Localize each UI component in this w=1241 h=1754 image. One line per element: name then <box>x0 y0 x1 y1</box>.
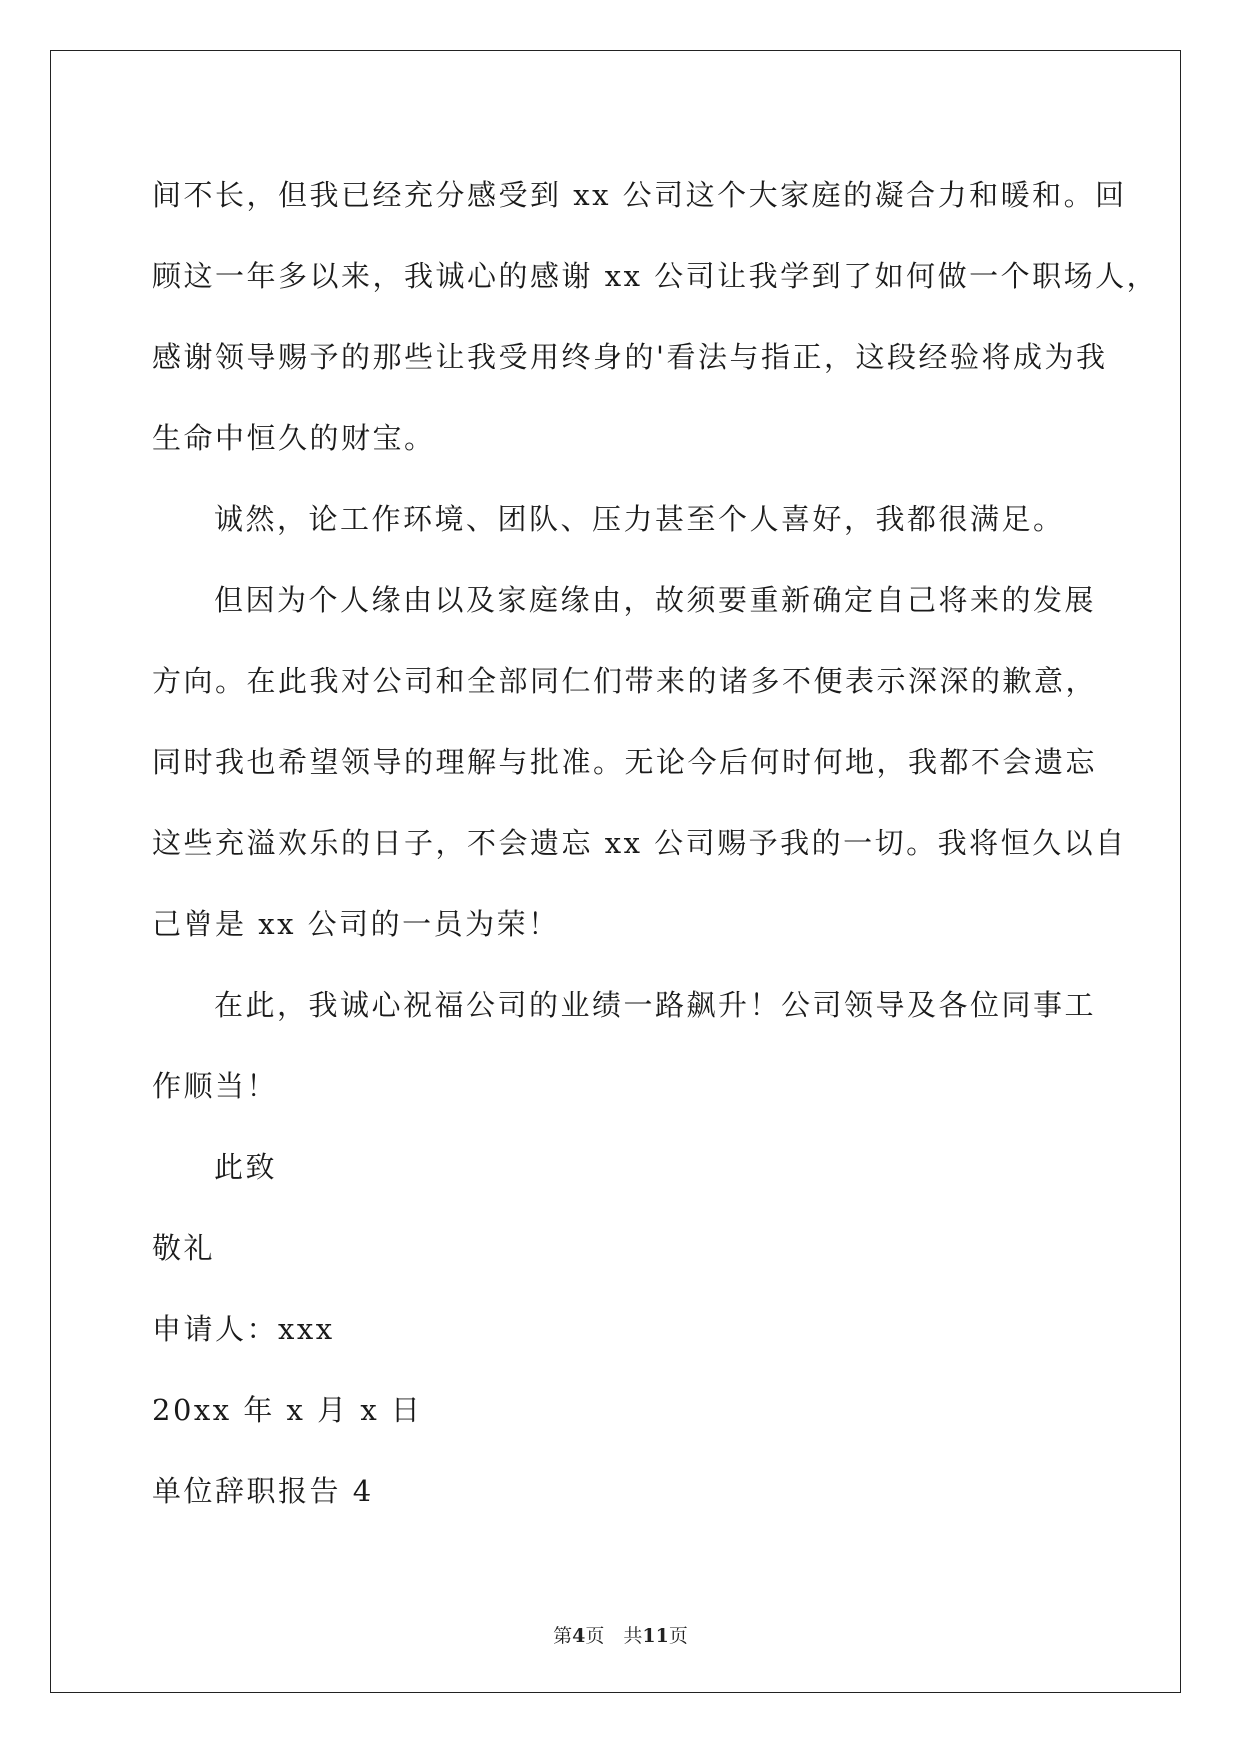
paragraph-line: 间不长，但我已经充分感受到 xx 公司这个大家庭的凝合力和暖和。回 <box>152 178 1127 212</box>
applicant-signature: 申请人：xxx <box>152 1312 335 1346</box>
paragraph-line: 顾这一年多以来，我诚心的感谢 xx 公司让我学到了如何做一个职场人， <box>152 259 1159 293</box>
current-page-number: 4 <box>572 1625 586 1647</box>
page-footer <box>0 1621 1241 1648</box>
paragraph-line: 己曾是 xx 公司的一员为荣！ <box>152 907 560 941</box>
paragraph-line: 生命中恒久的财宝。 <box>152 421 436 455</box>
total-page-count: 11 <box>642 1625 669 1647</box>
closing-regards: 敬礼 <box>152 1231 216 1265</box>
paragraph-line: 同时我也希望领导的理解与批准。无论今后何时何地，我都不会遗忘 <box>152 745 1098 779</box>
paragraph-line: 这些充溢欢乐的日子，不会遗忘 xx 公司赐予我的一切。我将恒久以自 <box>152 826 1127 860</box>
paragraph-line: 方向。在此我对公司和全部同仁们带来的诸多不便表示深深的歉意， <box>152 664 1098 698</box>
paragraph-line: 作顺当！ <box>152 1069 279 1103</box>
paragraph-line: 诚然，论工作环境、团队、压力甚至个人喜好，我都很满足。 <box>214 502 1065 536</box>
footer-suffix: 页 <box>668 1625 688 1647</box>
letter-date: 20xx 年 x 月 x 日 <box>152 1393 423 1427</box>
footer-prefix: 第 <box>553 1625 573 1647</box>
paragraph-line: 感谢领导赐予的那些让我受用终身的'看法与指正，这段经验将成为我 <box>152 340 1108 374</box>
paragraph-line: 在此，我诚心祝福公司的业绩一路飙升！公司领导及各位同事工 <box>214 988 1097 1022</box>
closing-salutation: 此致 <box>214 1150 278 1184</box>
section-heading: 单位辞职报告 4 <box>152 1474 374 1508</box>
footer-mid: 页 共 <box>585 1625 643 1647</box>
document-body <box>152 155 1159 1532</box>
paragraph-line: 但因为个人缘由以及家庭缘由，故须要重新确定自己将来的发展 <box>214 583 1097 617</box>
